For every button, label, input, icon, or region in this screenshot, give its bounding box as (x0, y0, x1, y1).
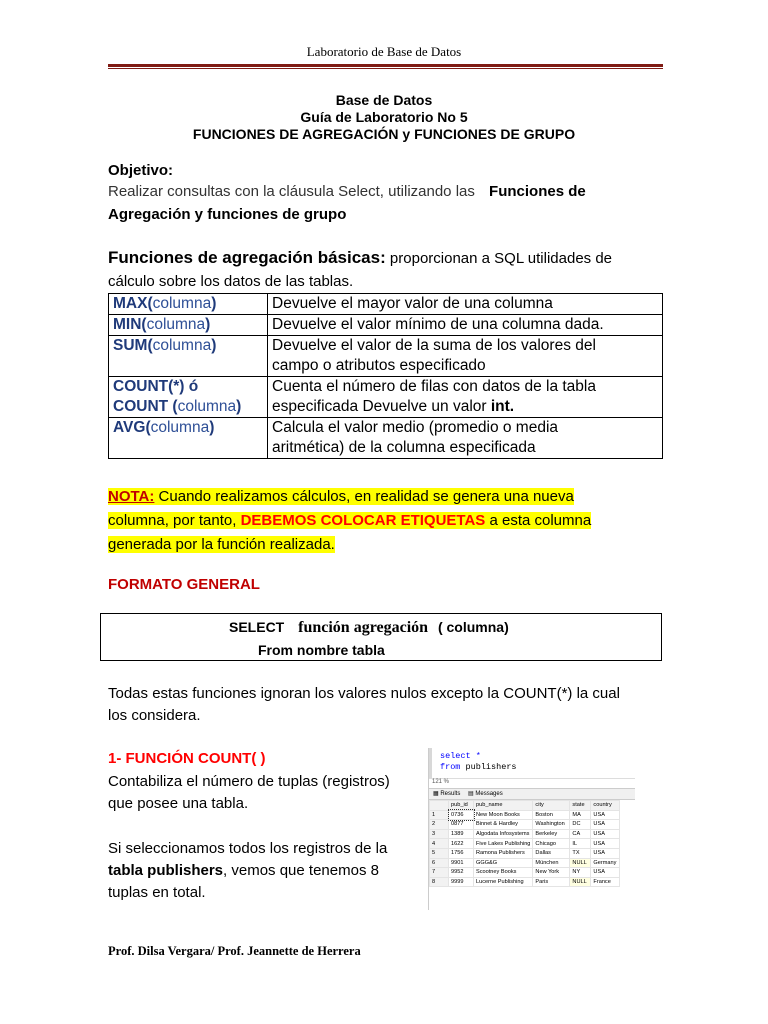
function-name (109, 418, 268, 459)
nulls-line1-a: Todas estas funciones ignoran los valores nulos excepto la C (108, 685, 515, 702)
function-name (109, 294, 268, 315)
nota-paragraph (108, 485, 638, 557)
table-cell[interactable]: France (591, 877, 620, 887)
function-close: ) (236, 398, 242, 415)
tab-results[interactable]: Results (440, 791, 461, 797)
header-rule-thin (108, 68, 663, 69)
table-cell[interactable]: Chicago (533, 839, 570, 849)
table-cell[interactable]: Washington (533, 820, 570, 830)
function-keyword: SUM( (113, 337, 153, 354)
table-cell[interactable]: Ramona Publishers (474, 848, 533, 858)
function-name (109, 315, 268, 336)
count-p2-a: Si seleccionamos todos los registros de la (108, 840, 388, 857)
formato-from: From nombre tabla (258, 642, 385, 658)
sql-screenshot (428, 748, 635, 910)
function-keyword: COUNT ( (113, 398, 178, 415)
table-cell[interactable]: USA (591, 868, 620, 878)
messages-icon: ▤ (468, 791, 474, 797)
column-header[interactable]: state (570, 801, 591, 811)
function-desc-line: Cuenta el número de filas con datos de la tabla (272, 378, 596, 395)
table-cell[interactable]: Germany (591, 858, 620, 868)
table-cell[interactable]: 1756 (449, 848, 474, 858)
function-row-count (109, 377, 663, 418)
nota-text-c: a esta columna (485, 512, 592, 529)
basicas-heading: Funciones de agregación básicas (108, 248, 381, 267)
table-cell[interactable]: Dallas (533, 848, 570, 858)
function-desc-line: Devuelve el valor mínimo de una columna dada. (272, 316, 604, 333)
formato-box (100, 613, 662, 661)
function-arg: columna (152, 337, 212, 354)
function-name (109, 336, 268, 377)
nulls-line1-b: OUNT(*) la cual (514, 685, 620, 702)
formato-funcion: función agregación (298, 619, 429, 636)
count-p2-bold: tabla publishers (108, 862, 224, 879)
function-desc-line: especificada Devuelve un valor (272, 398, 491, 415)
table-cell[interactable]: Berkeley (533, 829, 570, 839)
sql-line-1: select * (440, 751, 481, 761)
column-header[interactable]: pub_id (449, 801, 474, 811)
table-cell[interactable]: DC (570, 820, 591, 830)
nota-text-b: columna, por tanto, (108, 512, 241, 529)
table-row[interactable] (430, 829, 620, 839)
column-header[interactable]: country (591, 801, 620, 811)
grid-icon: ▦ (433, 791, 439, 797)
nulls-paragraph (108, 683, 668, 727)
doc-topic: FUNCIONES DE AGREGACIÓN y FUNCIONES DE GRUPO (192, 126, 576, 142)
objetivo-label: Objetivo: (108, 162, 174, 179)
nota-text-d: generada por la función realizada. (108, 536, 335, 553)
objetivo-text (108, 181, 586, 203)
table-cell[interactable]: IL (570, 839, 591, 849)
table-cell[interactable]: USA (591, 839, 620, 849)
function-arg: columna (152, 295, 212, 312)
count-paragraph-2 (108, 838, 418, 904)
page-footer: Prof. Dilsa Vergara/ Prof. Jeannette de Herrera (108, 944, 361, 958)
count-p2-b: , vemos que tenemos 8 (223, 862, 379, 879)
table-cell[interactable]: USA (591, 820, 620, 830)
objetivo-text-plain: Realizar consultas con la cláusula Select, utilizando las (108, 183, 480, 200)
table-cell[interactable]: Algodata Infosystems (474, 829, 533, 839)
count-p1-a: Contabiliza el número de tuplas (registros) (108, 773, 390, 790)
row-number: 6 (430, 858, 449, 868)
sql-tabs (429, 788, 635, 800)
table-cell[interactable]: 9901 (449, 858, 474, 868)
table-row[interactable] (430, 868, 620, 878)
count-p2-c: tuplas en total. (108, 884, 206, 901)
function-close: ) (209, 419, 215, 436)
function-row-avg (109, 418, 663, 459)
sql-line-2: from publishers (440, 762, 517, 772)
row-number: 3 (430, 829, 449, 839)
function-desc-line: Calcula el valor medio (promedio o media (272, 419, 559, 436)
running-header: Laboratorio de Base de Datos (306, 44, 462, 59)
function-keyword: COUNT(*) ó (113, 378, 199, 395)
function-close: ) (211, 295, 217, 312)
count-heading: 1- FUNCIÓN COUNT( ) (108, 750, 266, 767)
row-header-corner (430, 801, 449, 811)
table-cell[interactable]: Lucerne Publishing (474, 877, 533, 887)
function-arg: columna (177, 398, 237, 415)
table-cell[interactable]: Paris (533, 877, 570, 887)
function-desc (268, 336, 663, 377)
nulls-line2: los considera. (108, 707, 201, 724)
basicas-intro (108, 247, 612, 270)
function-row-sum (109, 336, 663, 377)
function-desc-line: campo o atributos especificado (272, 357, 486, 374)
table-row[interactable] (430, 820, 620, 830)
row-number: 2 (430, 820, 449, 830)
table-cell[interactable]: Five Lakes Publishing (474, 839, 533, 849)
function-close: ) (211, 337, 217, 354)
table-cell[interactable]: NY (570, 868, 591, 878)
table-row[interactable] (430, 848, 620, 858)
column-header[interactable]: city (533, 801, 570, 811)
nota-label: NOTA: (108, 488, 155, 505)
results-grid (429, 800, 620, 887)
tab-messages[interactable]: Messages (475, 791, 503, 797)
table-cell[interactable]: 0736 (449, 810, 474, 820)
row-number: 8 (430, 877, 449, 887)
function-desc (268, 294, 663, 315)
table-row[interactable] (430, 877, 620, 887)
table-cell[interactable]: USA (591, 829, 620, 839)
function-desc-line: Devuelve el mayor valor de una columna (272, 295, 553, 312)
formato-line1 (229, 619, 509, 637)
function-arg: columna (150, 419, 210, 436)
nota-text-a: Cuando realizamos cálculos, en realidad se genera una nueva (154, 488, 574, 505)
table-cell[interactable]: New York (533, 868, 570, 878)
functions-table (108, 293, 663, 459)
table-row[interactable] (430, 839, 620, 849)
sql-editor[interactable] (429, 748, 635, 778)
results-header (430, 801, 620, 811)
table-cell[interactable]: USA (591, 810, 620, 820)
table-cell[interactable]: NULL (570, 877, 591, 887)
row-number: 5 (430, 848, 449, 858)
row-number: 1 (430, 810, 449, 820)
row-number: 4 (430, 839, 449, 849)
doc-subtitle: Guía de Laboratorio No 5 (300, 109, 468, 125)
table-cell[interactable]: Binnet & Hardley (474, 820, 533, 830)
table-cell[interactable]: 1622 (449, 839, 474, 849)
basicas-text-b: cálculo sobre los datos de las tablas. (108, 273, 354, 290)
function-keyword: AVG( (113, 419, 151, 436)
function-desc (268, 315, 663, 336)
function-desc (268, 418, 663, 459)
function-desc-line: Devuelve el valor de la suma de los valores del (272, 337, 596, 354)
basicas-text-a: proporcionan a SQL utilidades de (385, 250, 613, 267)
table-cell[interactable]: 9999 (449, 877, 474, 887)
sql-zoom[interactable]: 121 % (429, 778, 635, 788)
objetivo-bold-b: Agregación y funciones de grupo (108, 206, 347, 223)
function-keyword: MIN( (113, 316, 147, 333)
function-arg: columna (146, 316, 206, 333)
function-keyword: MAX( (113, 295, 153, 312)
function-desc-bold: int. (490, 398, 515, 415)
nota-emphasis: DEBEMOS COLOCAR ETIQUETAS (240, 512, 486, 529)
formato-heading: FORMATO GENERAL (108, 576, 260, 593)
function-close: ) (205, 316, 211, 333)
basicas-colon: : (380, 248, 386, 267)
row-number: 7 (430, 868, 449, 878)
table-cell[interactable]: 0877 (449, 820, 474, 830)
header-rule (108, 64, 663, 67)
function-row-max (109, 294, 663, 315)
doc-title: Base de Datos (335, 92, 433, 108)
table-cell[interactable]: NULL (570, 858, 591, 868)
function-name (109, 377, 268, 418)
table-cell[interactable]: Scootney Books (474, 868, 533, 878)
table-cell[interactable]: New Moon Books (474, 810, 533, 820)
table-row[interactable] (430, 858, 620, 868)
function-desc-line: aritmética) de la columna especificada (272, 439, 536, 456)
table-cell[interactable]: Boston (533, 810, 570, 820)
count-paragraph-1 (108, 771, 418, 815)
table-cell[interactable]: 1389 (449, 829, 474, 839)
table-cell[interactable]: 9952 (449, 868, 474, 878)
table-cell[interactable]: CA (570, 829, 591, 839)
objetivo-bold-a: Funciones de (489, 183, 586, 200)
function-row-min (109, 315, 663, 336)
column-header[interactable]: pub_name (474, 801, 533, 811)
table-cell[interactable]: MA (570, 810, 591, 820)
table-cell[interactable]: GGG&G (474, 858, 533, 868)
count-p1-b: que posee una tabla. (108, 795, 249, 812)
table-cell[interactable]: TX (570, 848, 591, 858)
function-desc (268, 377, 663, 418)
table-row[interactable] (430, 810, 620, 820)
table-cell[interactable]: München (533, 858, 570, 868)
formato-paren: ( columna) (437, 619, 509, 635)
table-cell[interactable]: USA (591, 848, 620, 858)
formato-select: SELECT (229, 619, 285, 635)
